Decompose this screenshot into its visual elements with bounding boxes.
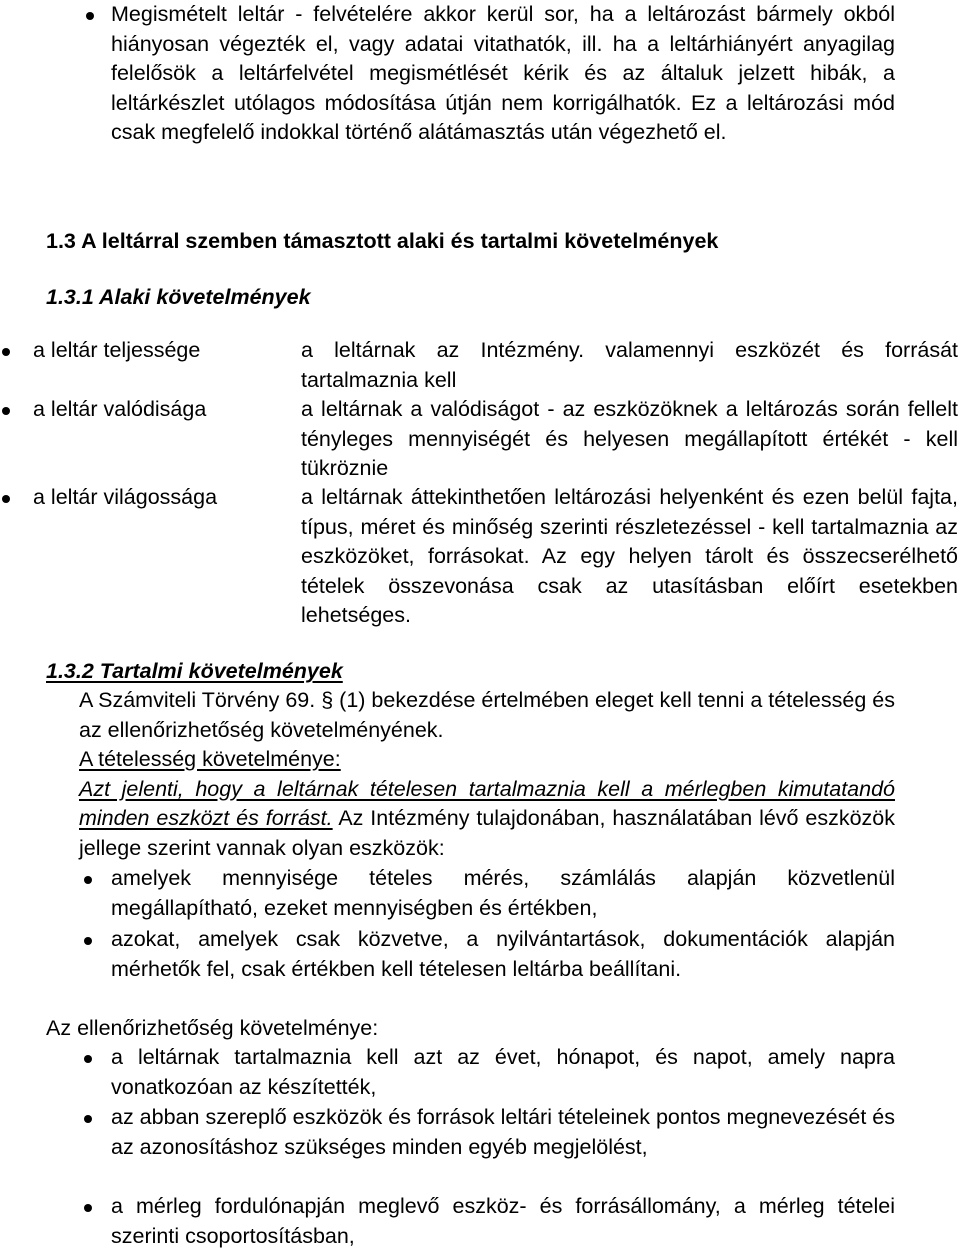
tetelesseg-definition: Azt jelenti, hogy a leltárnak tételesen tartalmaznia kell a mérlegben kimutatandó minden eszközt és forrást. — [79, 776, 895, 830]
bullet-icon — [2, 348, 10, 356]
list-item-text: a leltárnak tartalmaznia kell azt az évet, hónapot, és napot, amely napra vonatkozóan az készítették, — [111, 1045, 895, 1099]
list-item-text: amelyek mennyisége tételes mérés, számlálás alapján közvetlenül megállapítható, ezeket mennyiségben és értékben, — [111, 866, 895, 920]
section-heading-1-3-1: 1.3.1 Alaki követelmények — [46, 285, 311, 309]
requirement-description: a leltárnak áttekinthetően leltározási helyenként és ezen belül fajta, típus, méret és minőség szerinti részletezéssel - kell tartalmaznia az eszközöket, forrásokat. Az egy helyen tárolt és összecserélhető tételek összevonása csak az utasításban előírt esetekben lehetséges. — [301, 485, 958, 627]
bullet-icon — [84, 1204, 92, 1212]
tetelesseg-title: A tételesség követelménye: — [79, 747, 341, 771]
bullet-icon — [86, 12, 94, 20]
requirement-description: a leltárnak a valódiságot - az eszközöknek a leltározás során fellelt tényleges mennyiségét és helyesen megállapított értékét - kell tükröznie — [301, 397, 958, 480]
bullet-icon — [84, 1115, 92, 1123]
list-item-text: azokat, amelyek csak közvetve, a nyilvántartások, dokumentációk alapján mérhetők fel, csak értékben kell tételesen leltárba beállítani. — [111, 927, 895, 981]
bullet-icon — [84, 1055, 92, 1063]
bullet-icon — [84, 937, 92, 945]
list-item-text: a mérleg fordulónapján meglevő eszköz- és forrásállomány, a mérleg tételei szerinti csoportosításban, — [111, 1194, 895, 1248]
intro-paragraph: Megismételt leltár - felvételére akkor kerül sor, ha a leltározást bármely okból hiányosan végezték el, vagy adatai vitathatók, ill. ha a leltárhiányért anyagilag felelősök a leltárfelvétel megismétlését kérik és az általuk jelzett hibák, a leltárkészlet utólagos módosítása útján nem korrigálhatók. Ez a leltározási mód csak megfelelő indokkal történő alátámasztás után végezhető el. — [111, 2, 895, 144]
bullet-icon — [2, 407, 10, 415]
law-reference-paragraph: A Számviteli Törvény 69. § (1) bekezdése értelmében eleget kell tenni a tételesség és az ellenőrizhetőség követelményének. — [79, 688, 895, 742]
list-item-text: az abban szereplő eszközök és források leltári tételeinek pontos megnevezését és az azonosításhoz szükséges minden egyéb megjelölést, — [111, 1105, 895, 1159]
bullet-icon — [2, 495, 10, 503]
tartalmi-text-block — [79, 686, 895, 863]
tetelesseg-continuation: Az Intézmény tulajdonában, használatában lévő eszközök jellege szerint vannak olyan eszközök: — [79, 806, 896, 860]
requirement-description: a leltárnak az Intézmény. valamennyi eszközét és forrását tartalmaznia kell — [301, 338, 958, 392]
bullet-icon — [84, 876, 92, 884]
ellenorizhetoseg-title: Az ellenőrizhetőség követelménye: — [46, 1016, 379, 1040]
requirement-label: a leltár valódisága — [33, 397, 207, 421]
requirement-label: a leltár világossága — [33, 485, 218, 509]
section-heading-1-3: 1.3 A leltárral szemben támasztott alaki és tartalmi követelmények — [46, 229, 719, 253]
section-heading-1-3-2: 1.3.2 Tartalmi követelmények — [46, 659, 343, 683]
requirement-label: a leltár teljessége — [33, 338, 201, 362]
